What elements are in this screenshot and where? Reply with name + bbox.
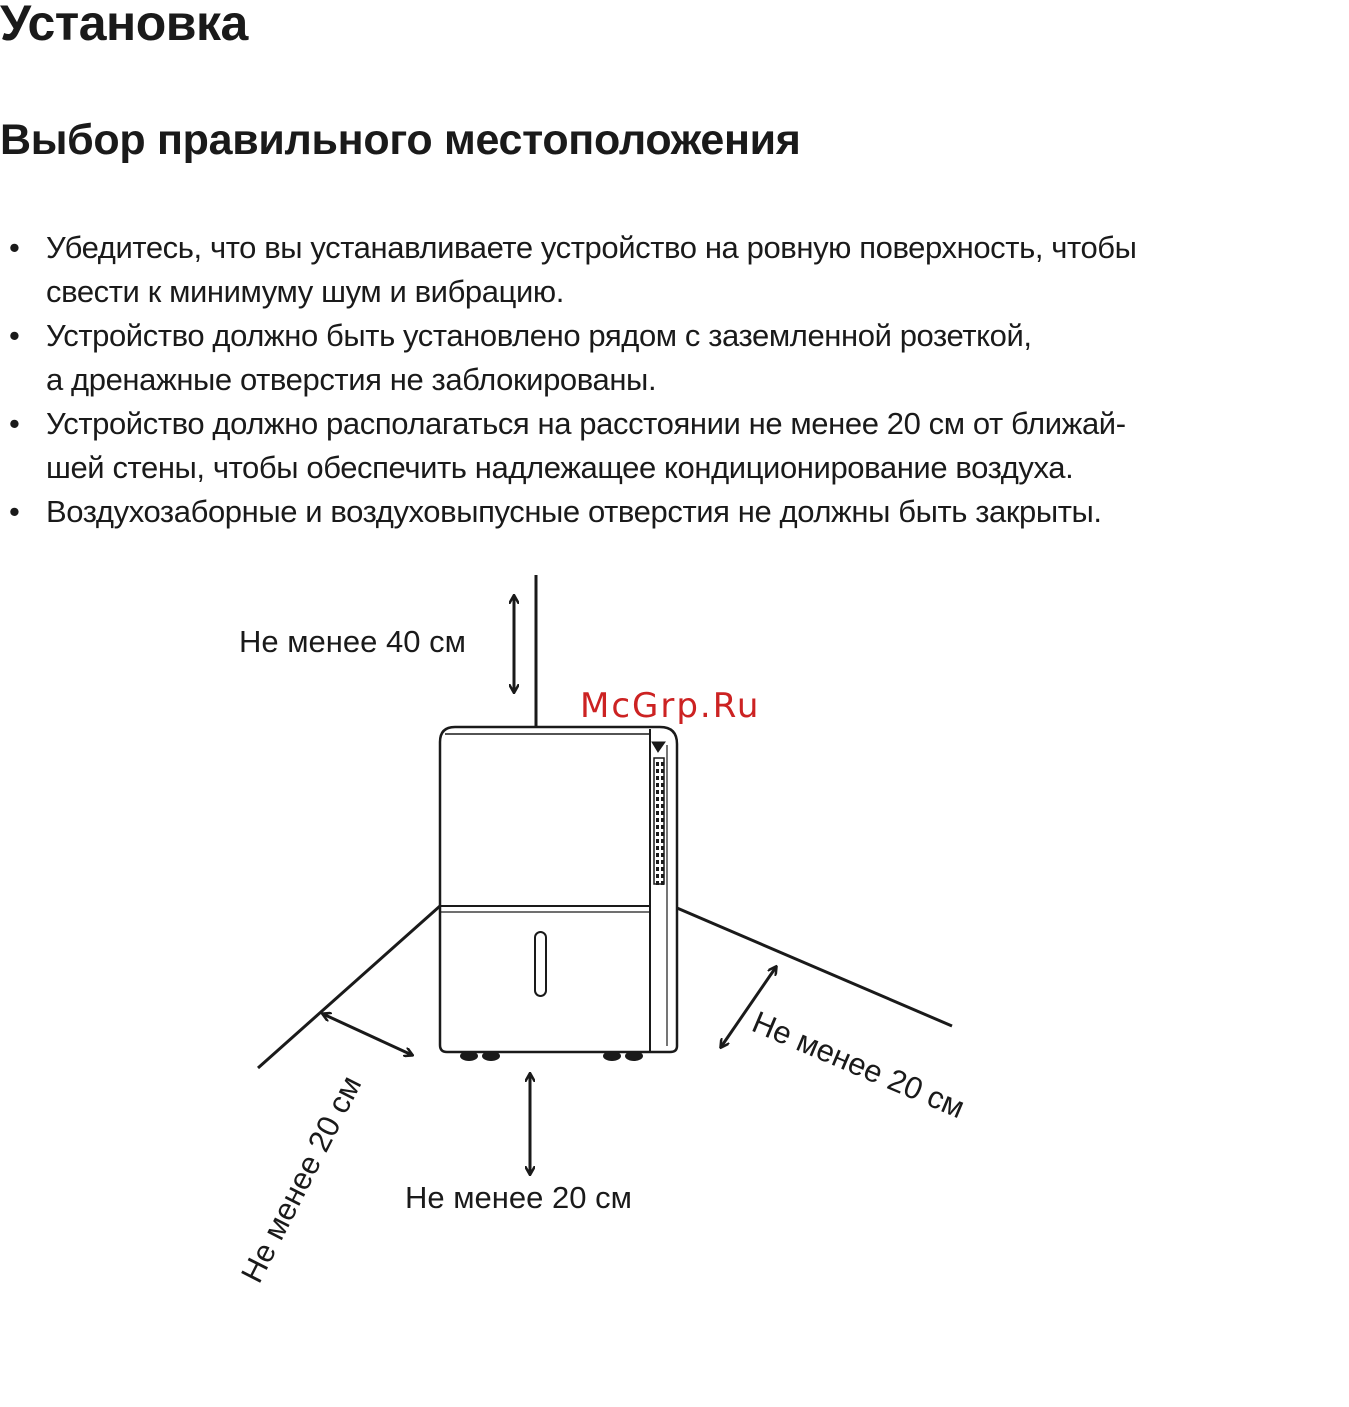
vent-slot bbox=[661, 769, 664, 773]
vent-slot bbox=[661, 860, 664, 864]
vent-slot bbox=[656, 874, 659, 878]
bullet-icon: • bbox=[9, 230, 20, 265]
section-subtitle: Выбор правильного местоположения bbox=[0, 116, 801, 164]
list-item-line: Убедитесь, что вы устанавливаете устройство на ровную поверхность, чтобы bbox=[46, 230, 1137, 265]
list-item-line: Устройство должно располагаться на расстоянии не менее 20 см от ближай- bbox=[46, 406, 1126, 441]
vent-slot bbox=[661, 811, 664, 815]
vent-slot bbox=[656, 881, 659, 885]
vent-slot bbox=[661, 797, 664, 801]
vent-slot bbox=[656, 790, 659, 794]
vent-slot bbox=[656, 860, 659, 864]
vent-slot bbox=[656, 846, 659, 850]
vent-slot bbox=[661, 867, 664, 871]
vent-slot bbox=[661, 825, 664, 829]
vent-slot bbox=[661, 804, 664, 808]
vent-slot bbox=[656, 783, 659, 787]
top-clearance-label: Не менее 40 см bbox=[239, 624, 466, 659]
left-clearance-arrow bbox=[323, 1014, 412, 1055]
vent-slot bbox=[656, 839, 659, 843]
left-wall-line bbox=[258, 906, 440, 1068]
list-item bbox=[0, 490, 1349, 534]
vent-slot bbox=[661, 839, 664, 843]
vent-slot bbox=[656, 804, 659, 808]
vent-slot bbox=[656, 867, 659, 871]
vent-slot bbox=[656, 776, 659, 780]
vent-slot bbox=[656, 811, 659, 815]
vent-slot bbox=[661, 783, 664, 787]
page-title: Установка bbox=[0, 0, 248, 51]
list-item bbox=[0, 226, 1349, 314]
vent-slot bbox=[661, 776, 664, 780]
list-item-line: Воздухозаборные и воздуховыпусные отверстия не должны быть закрыты. bbox=[46, 494, 1102, 529]
list-item bbox=[0, 314, 1349, 402]
vent-slot bbox=[656, 825, 659, 829]
bullet-icon: • bbox=[9, 494, 20, 529]
vent-slot bbox=[661, 790, 664, 794]
requirements-list bbox=[0, 226, 1349, 534]
dehumidifier-icon bbox=[440, 727, 677, 1061]
front-clearance-label: Не менее 20 см bbox=[405, 1180, 632, 1215]
vent-slot bbox=[661, 853, 664, 857]
left-clearance-label: Не менее 20 см bbox=[234, 1070, 369, 1289]
right-wall-line bbox=[677, 908, 952, 1026]
watermark: McGrp.Ru bbox=[580, 686, 761, 726]
vent-slot bbox=[656, 769, 659, 773]
vent-slot bbox=[656, 832, 659, 836]
vent-slot bbox=[661, 874, 664, 878]
list-item-line: Устройство должно быть установлено рядом с заземленной розеткой, bbox=[46, 318, 1032, 353]
list-item-line: свести к минимуму шум и вибрацию. bbox=[46, 274, 564, 309]
vent-slot bbox=[661, 762, 664, 766]
vent-slot bbox=[656, 797, 659, 801]
vent-slot bbox=[656, 853, 659, 857]
bullet-icon: • bbox=[9, 406, 20, 441]
vent-slot bbox=[661, 881, 664, 885]
list-item-line: а дренажные отверстия не заблокированы. bbox=[46, 362, 657, 397]
list-item bbox=[0, 402, 1349, 490]
vent-slot bbox=[661, 846, 664, 850]
vent-slot bbox=[656, 818, 659, 822]
vent-slot bbox=[656, 762, 659, 766]
vent-slot bbox=[661, 818, 664, 822]
vent-slot bbox=[661, 832, 664, 836]
list-item-line: шей стены, чтобы обеспечить надлежащее кондиционирование воздуха. bbox=[46, 450, 1074, 485]
bullet-icon: • bbox=[9, 318, 20, 353]
right-clearance-label: Не менее 20 см bbox=[747, 1004, 970, 1126]
clearance-diagram bbox=[0, 560, 1349, 1340]
